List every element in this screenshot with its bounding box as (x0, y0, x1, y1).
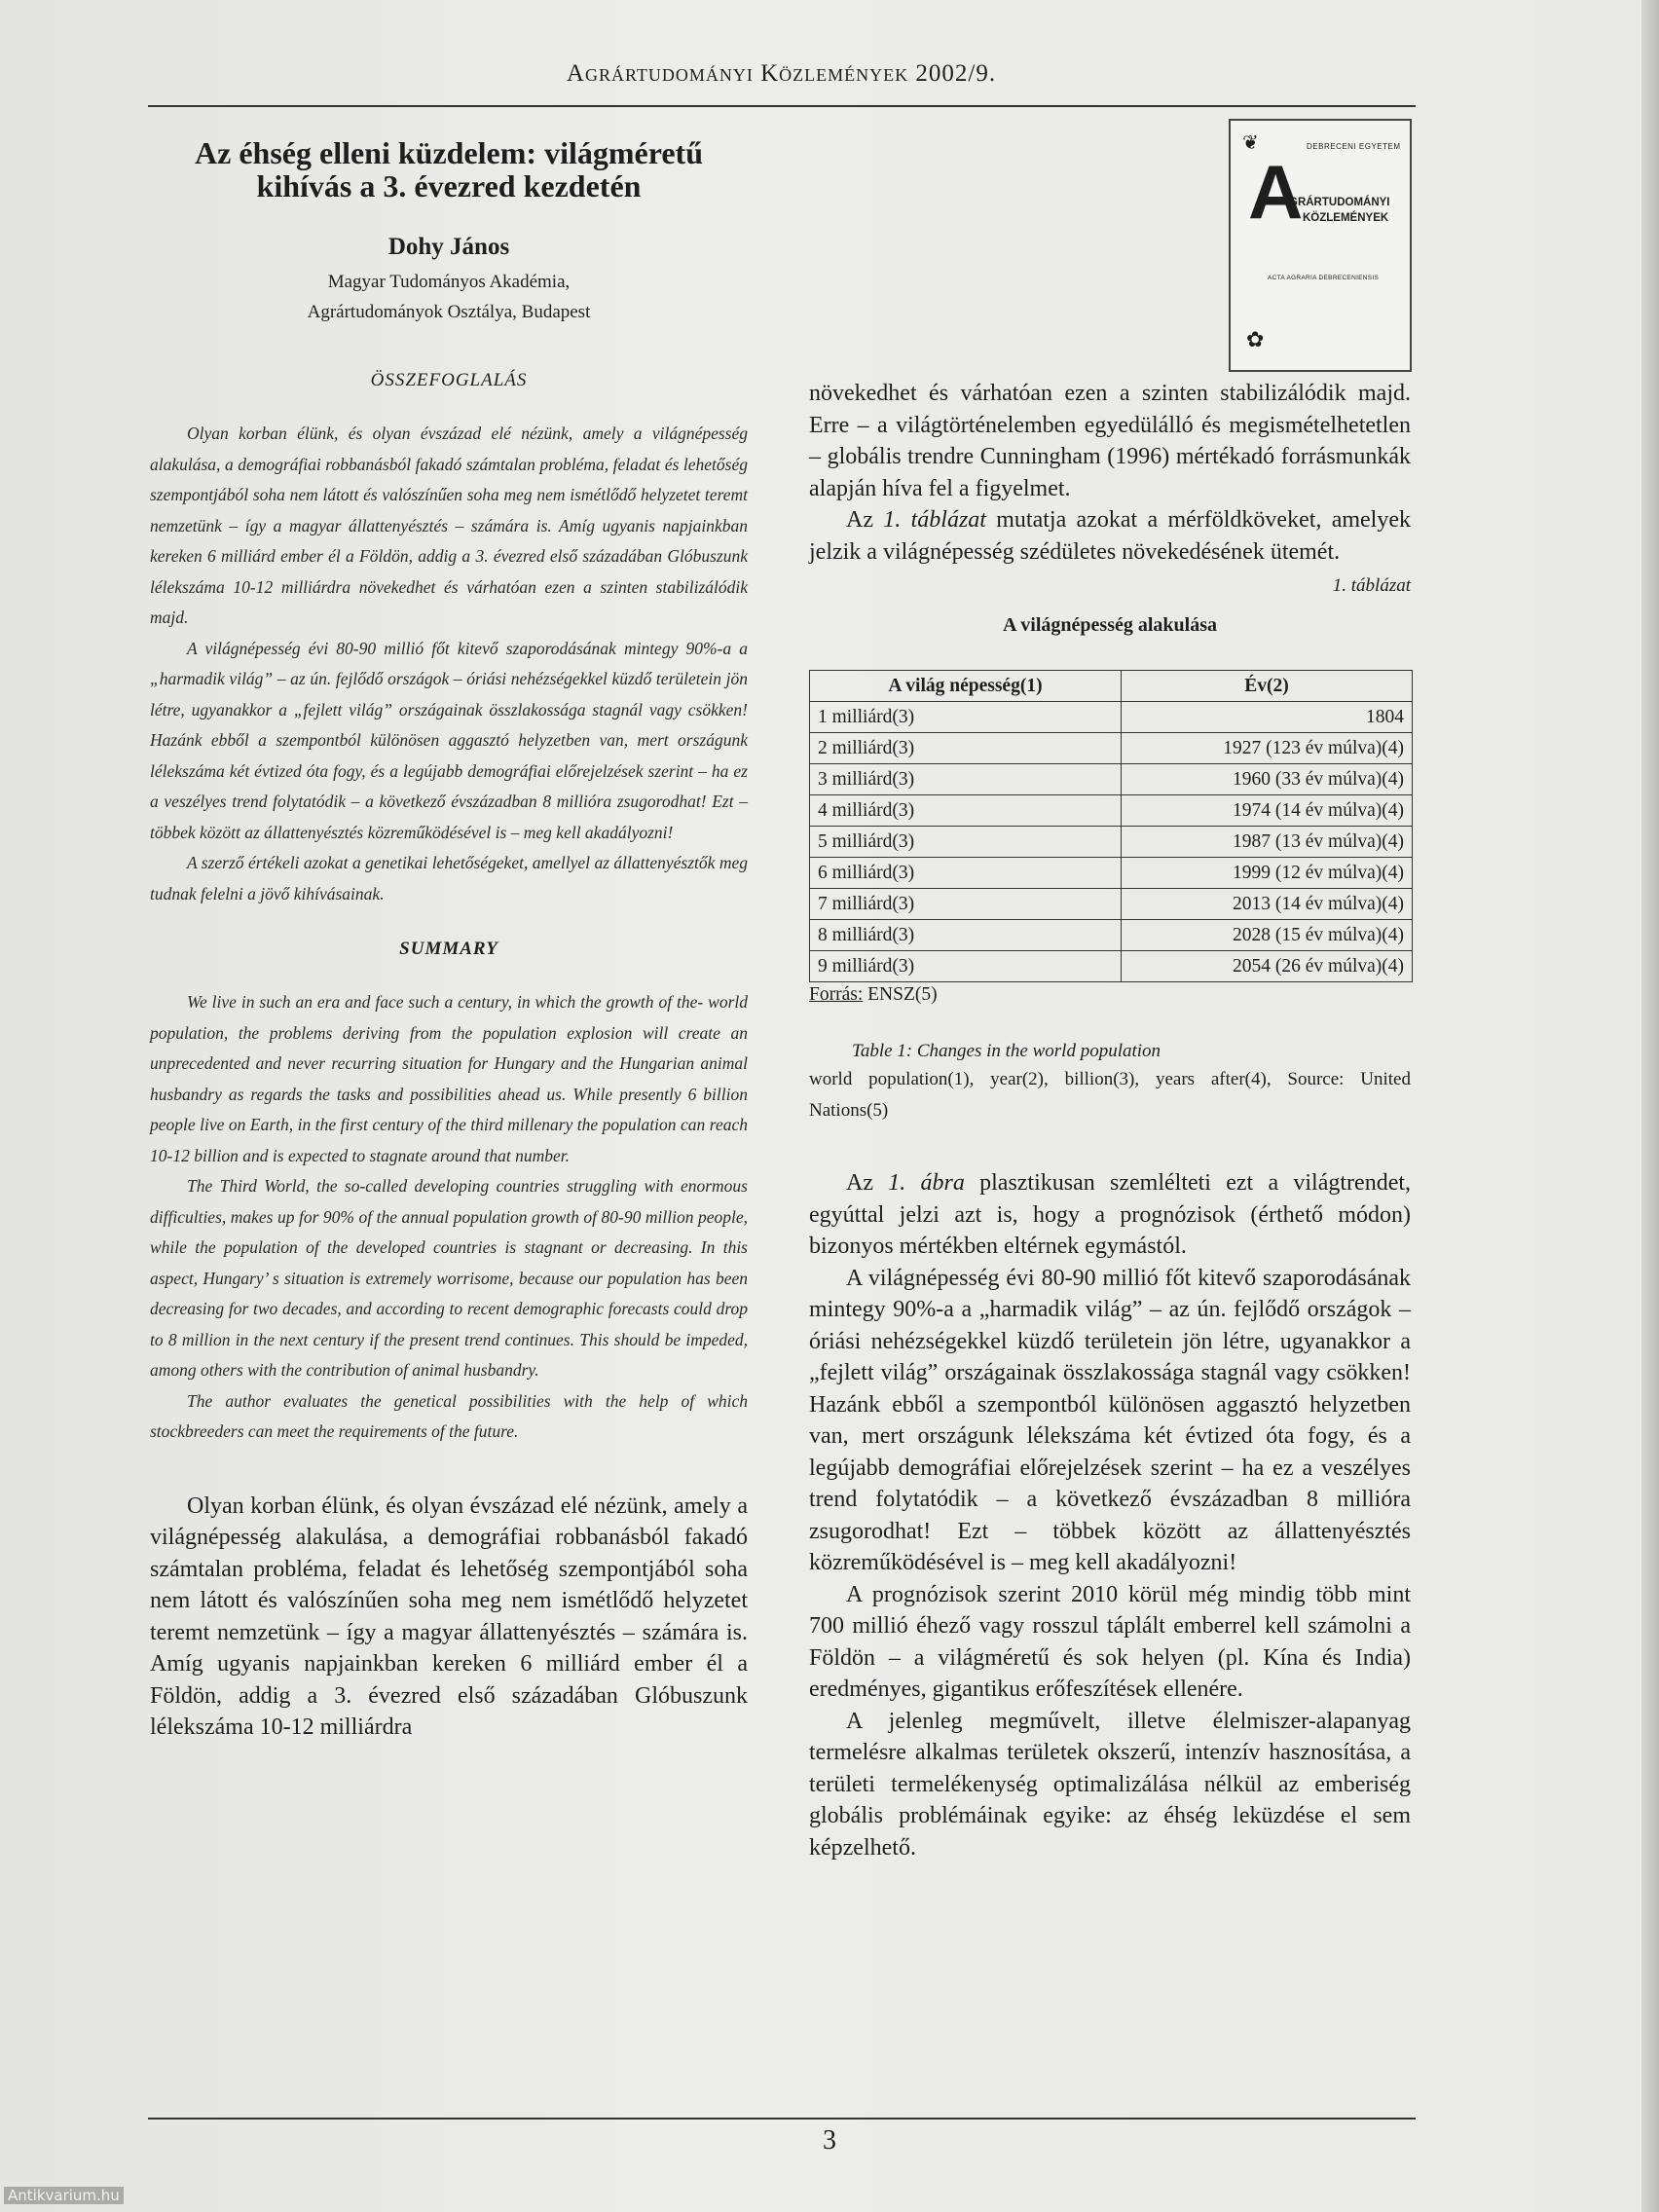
table-row (810, 951, 1413, 982)
table-cell: 4 milliárd(3) (810, 795, 1122, 827)
table-row (810, 764, 1413, 795)
table-cell: 1804 (1122, 702, 1413, 733)
table-cell: 3 milliárd(3) (810, 764, 1122, 795)
cover-title-line: KÖZLEMÉNYEK (1303, 212, 1389, 224)
table-row (810, 827, 1413, 858)
journal-cover-image (1229, 119, 1412, 372)
table-caption-en: Table 1: Changes in the world population (852, 1041, 1161, 1061)
leaf-icon: ❦ (1242, 132, 1259, 154)
affiliation-line: Magyar Tudományos Akadémia, (327, 272, 571, 292)
left-column (150, 136, 748, 1744)
table-row (810, 889, 1413, 920)
body-paragraph (809, 504, 1411, 568)
body-text-right-top (809, 378, 1411, 568)
table-note-en: world population(1), year(2), billion(3), years after(4), Source: United Nations(5) (809, 1069, 1411, 1121)
body-paragraph: A jelenleg megművelt, illetve élelmiszer-alapanyag termelésre alkalmas területek okszerű, intenzív hasznosítása, a területi termelékenység optimalizálása nélkül az emberiség globális problémáinak egyike: az éhség leküzdése el sem képzelhető. (809, 1708, 1411, 1861)
table-cell: 6 milliárd(3) (810, 858, 1122, 889)
table-row (810, 795, 1413, 827)
book-spine-shadow (1641, 0, 1659, 2212)
table-cell: 1987 (13 év múlva)(4) (1122, 827, 1413, 858)
body-paragraph: Olyan korban élünk, és olyan évszázad elé nézünk, amely a világnépesség alakulása, a demográfiai robbanásból fakadó számtalan probléma, feladat és lehetőség szempontjából soha nem látott és valószínűen soha meg nem ismétlődő helyzetet teremt nemzetünk – így a magyar állattenyésztés – számára is. Amíg ugyanis napjainkban kereken 6 milliárd ember él a Földön, addig a 3. évezred első századában Glóbuszunk lélekszáma 10-12 milliárdra (150, 1493, 748, 1740)
figure-reference: 1. ábra (888, 1170, 965, 1196)
table-cell: 2013 (14 év múlva)(4) (1122, 889, 1413, 920)
column-header: A világ népesség(1) (810, 671, 1122, 702)
table-row (810, 702, 1413, 733)
table-cell: 1974 (14 év múlva)(4) (1122, 795, 1413, 827)
table-cell: 5 milliárd(3) (810, 827, 1122, 858)
body-text-right-bottom (809, 1167, 1411, 1863)
text-run: plasztikusan szemlélteti ezt a világtrendet, egyúttal jelzi azt is, hogy a prognózisok (érthető módon) bizonyos mértékben eltérnek egymástól. (809, 1170, 1412, 1259)
abstract-paragraph: Olyan korban élünk, és olyan évszázad elé nézünk, amely a világnépesség alakulása, a demográfiai robbanásból fakadó számtalan probléma, feladat és lehetőség szempontjából soha nem látott és valószínűen soha meg nem ismétlődő helyzetet teremt nemzetünk – így a magyar állattenyésztés – számára is. Amíg ugyanis napjainkban kereken 6 milliárd ember él a Földön, addig a 3. évezred első századában Glóbuszunk lélekszáma 10-12 milliárdra növekedhet és várhatóan ezen a szinten stabilizálódik majd. (150, 424, 748, 627)
body-paragraph: A világnépesség évi 80-90 millió főt kitevő szaporodásának mintegy 90%-a a „harmadik világ” – az ún. fejlődő országok – óriási nehézségekkel küzdő területein jön létre, ugyanakkor a „fejlett világ” országainak összlakossága stagnál vagy csökken! Hazánk ebből a szempontból különösen aggasztó helyzetben van, mert országunk lélekszáma két évtized óta fogy, és a legújabb demográfiai előrejelzések szerint – ha ez a veszélyes trend folytatódik – a következő évszázadban 8 millióra zsugorodhat! Ezt – többek között az állattenyésztés közreműködésével is – meg kell akadályozni! (809, 1265, 1411, 1575)
table-row (810, 733, 1413, 764)
table-row (810, 858, 1413, 889)
cover-subtitle: ACTA AGRARIA DEBRECENIENSIS (1268, 275, 1380, 281)
table-source (809, 984, 1411, 1006)
header-rule (148, 105, 1416, 107)
abstract-hu-heading: ÖSSZEFOGLALÁS (370, 370, 528, 390)
abstract-en (150, 987, 748, 1448)
source-text: ENSZ(5) (863, 984, 938, 1005)
table-cell: 1999 (12 év múlva)(4) (1122, 858, 1413, 889)
article-title: Az éhség elleni küzdelem: világméretű kihívás a 3. évezred kezdetén (195, 135, 703, 203)
body-paragraph (809, 1167, 1411, 1263)
table-cell: 2028 (15 év múlva)(4) (1122, 920, 1413, 951)
table-cell: 9 milliárd(3) (810, 951, 1122, 982)
text-run: Az (846, 507, 884, 533)
cover-title-line: GRÁRTUDOMÁNYI (1289, 197, 1390, 208)
text-run: mutatja azokat a mérföldköveket, amelyek jelzik a világnépesség szédületes növekedésének ütemét. (809, 507, 1411, 565)
table-row (810, 920, 1413, 951)
table-cell: 8 milliárd(3) (810, 920, 1122, 951)
table-reference: 1. táblázat (883, 507, 986, 533)
table-cell: 1 milliárd(3) (810, 702, 1122, 733)
source-label: Forrás: (809, 984, 864, 1005)
population-table (809, 670, 1413, 982)
table-title: A világnépesség alakulása (1002, 614, 1218, 636)
summary-paragraph: We live in such an era and face such a century, in which the growth of the- world population, the problems deriving from the population explosion will create an unprecedented and never recurring situation for Hungary and the Hungarian animal husbandry as regards the tasks and possibilities ahead us. While presently 6 billion people live on Earth, in the first century of the third millenary the population can reach 10-12 billion and is expected to stagnate around that number. (150, 992, 748, 1165)
abstract-paragraph: A szerző értékeli azokat a genetikai lehetőségeket, amellyel az állattenyésztők meg tudnak felelni a jövő kihívásainak. (150, 853, 748, 903)
summary-paragraph: The Third World, the so-called developing countries struggling with enormous difficulties, makes up for 90% of the annual population growth of 80-90 million people, while the population of the developed countries is stagnant or decreasing. In this aspect, Hungary’ s situation is extremely worrisome, because our population has been decreasing for two decades, and according to recent demographic forecasts could drop to 8 million in the next century if the present trend continues. This should be impeded, among others with the contribution of animal husbandry. (150, 1176, 748, 1380)
university-logo-icon: ✿ (1246, 327, 1265, 351)
body-text-left (150, 1491, 748, 1744)
running-head: Agrártudományi Közlemények 2002/9. (566, 60, 997, 87)
abstract-hu (150, 419, 748, 909)
cover-initial: A (1248, 149, 1304, 235)
affiliation-line: Agrártudományok Osztálya, Budapest (307, 302, 591, 322)
table-cell: 1927 (123 év múlva)(4) (1122, 733, 1413, 764)
table-cell: 2 milliárd(3) (810, 733, 1122, 764)
table-label: 1. táblázat (1332, 575, 1411, 596)
footer-rule (148, 2118, 1416, 2120)
body-paragraph: növekedhet és várhatóan ezen a szinten stabilizálódik majd. Erre – a világtörténelemben egyedülálló és megismételhetetlen – globális trendre Cunningham (1996) mértékadó forrásmunkák alapján híva fel a figyelmet. (809, 381, 1411, 501)
column-header: Év(2) (1122, 671, 1413, 702)
table-cell: 7 milliárd(3) (810, 889, 1122, 920)
author-name: Dohy János (387, 234, 510, 260)
table-header-row (810, 671, 1413, 702)
body-paragraph: A prognózisok szerint 2010 körül még mindig több mint 700 millió éhező vagy rosszul táplált emberrel kell számolni a Földön – a világméretű és sok helyen (pl. Kína és India) eredményes, gigantikus erőfeszítések ellenére. (809, 1581, 1411, 1702)
watermark: Antikvarium.hu (4, 2187, 124, 2204)
affiliation (150, 267, 748, 327)
summary-heading: SUMMARY (399, 939, 498, 959)
cover-university: DEBRECENI EGYETEM (1307, 142, 1401, 151)
right-column (809, 378, 1411, 1863)
abstract-paragraph: A világnépesség évi 80-90 millió főt kitevő szaporodásának mintegy 90%-a a „harmadik világ” – az ún. fejlődő országok – óriási nehézségekkel küzdő területein jön létre, ugyanakkor a „fejlett világ” országainak összlakossága stagnál vagy csökken! Hazánk ebből a szempontból különösen aggasztó helyzetben van, mert országunk lélekszáma két évtized óta fogy, és a legújabb demográfiai előrejelzések szerint – ha ez a veszélyes trend folytatódik – a következő évszázadban 8 millióra zsugorodhat! Ezt – többek között az állattenyésztés közreműködésével is – meg kell akadályozni! (150, 638, 748, 842)
summary-paragraph: The author evaluates the genetical possibilities with the help of which stockbreeders can meet the requirements of the future. (150, 1390, 748, 1441)
table-cell: 2054 (26 év múlva)(4) (1122, 951, 1413, 982)
table-cell: 1960 (33 év múlva)(4) (1122, 764, 1413, 795)
text-run: Az (846, 1170, 889, 1196)
page-number: 3 (823, 2125, 836, 2156)
